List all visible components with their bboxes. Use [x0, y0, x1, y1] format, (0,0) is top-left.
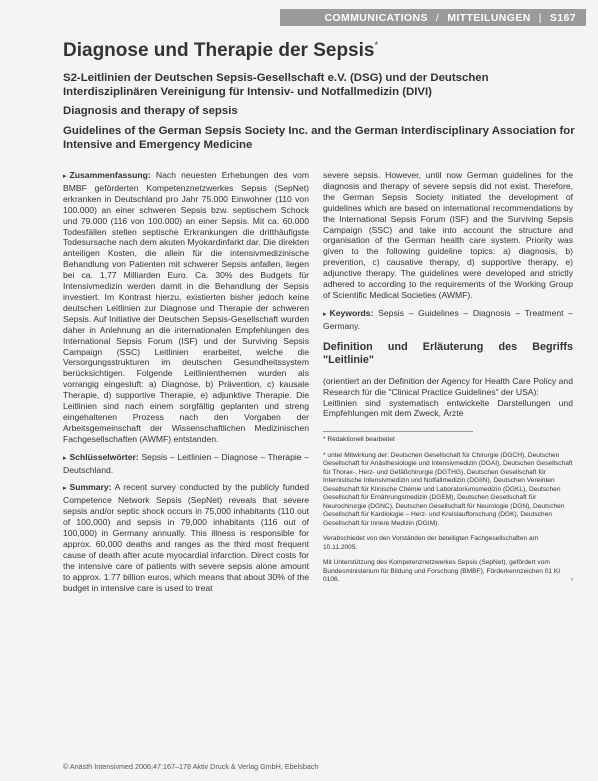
- footnote-1: * Redaktionell bearbeitet: [323, 436, 395, 444]
- header-section-de: MITTEILUNGEN: [447, 11, 531, 24]
- summary-continued: severe sepsis. However, until now German guidelines for the diagnosis and therapy of severe sepsis did not exist. Therefore, the German Sepsis Society initiated the development of guidelines which are based on international recommendations by the International Sepsis Forum (ISF) and the Surviving Sepsis Campaign (SSC) and take into account the structure and organisation of the German health care system. Priority was given to the following guideline topics: a) diagnosis, b) prevention, c) causative therapy, d) supportive therapy, e) adjunctive therapy. The guidelines were developed and strictly adhered to according to the requirements of the Working Group of Scientific Medical Societies (AWMF).: [323, 170, 573, 300]
- page-number: S167: [549, 11, 576, 24]
- header-section: COMMUNICATIONS: [324, 11, 428, 24]
- header-separator: /: [435, 11, 440, 24]
- keywords-paragraph: ▸ Keywords: Sepsis – Guidelines – Diagnosis – Treatment – Germany.: [323, 307, 573, 331]
- column-right: [323, 170, 573, 592]
- article-title-en: Diagnosis and therapy of sepsis: [63, 105, 238, 117]
- footnote-4: Mit Unterstützung des Kompetenznetzwerkes Sepsis (SepNet), gefördert vom Bundesministerium für Bildung und Forschung (BMBF), Förderkennzeichen 01 KI 0106. ›: [323, 559, 573, 584]
- article-title: Diagnose und Therapie der Sepsis*: [63, 40, 378, 61]
- running-header: COMMUNICATIONS / MITTEILUNGEN | S167: [280, 9, 586, 26]
- page-footer: © Anästh Intensivmed 2006;47:167–178 Aktiv Druck & Verlag GmbH, Ebelsbach: [63, 762, 319, 771]
- article-subtitle-en: Guidelines of the German Sepsis Society Inc. and the German Interdisciplinary Association for Intensive and Emergency Medicine: [63, 125, 575, 151]
- continue-arrow-icon: ›: [570, 576, 573, 584]
- section-heading: Definition und Erläuterung des Begriffs "Leitlinie": [323, 340, 573, 366]
- footnote-2: * unter Mitwirkung der: Deutschen Gesellschaft für Chirurgie (DGCH), Deutschen Gesellschaft für Anästhesiologie und Intensivmedizin (DGAI), Deutschen Gesellschaft für Thorax-, Herz- und Gefäßchirurgie (DGTHG), Deutschen Gesellschaft für Internistische Intensivmedizin und Notfallmedizin (DGIIN), Deutschen Vereinten Gesellschaft für Klinische Chemie und Laboratoriumsmedizin (DGKL), Deutschen Gesellschaft für Ernährungsmedizin (DGEM), Deutschen Gesellschaft für Neurochirurgie (DGNC), Deutschen Gesellschaft für Neurologie (DGN), Deutschen Gesellschaft für Kardiologie – Herz- und Kreislaufforschung (DGK), Deutschen Gesellschaft für Innere Medizin (DGIM).: [323, 451, 573, 527]
- schluesselwoerter-paragraph: ▸ Schlüsselwörter: Sepsis – Leitlinien – Diagnose – Therapie – Deutschland.: [63, 451, 309, 475]
- footnote-3: Verabschiedet von den Vorständen der beteiligten Fachgesellschaften am 10.11.2005.: [323, 535, 539, 551]
- summary-paragraph: ▸ Summary: A recent survey conducted by the publicly funded Competence Network Sepsis (SepNet) reveals that severe sepsis and/or septic shock occurs in 75,000 inhabitants (110 out of 100,000) and sepsis in 79,000 inhabitants (116 out of 100,000) in Germany annually. This illness is responsible for approx. 60,000 deaths and ranges as the third most frequent cause of death after acute myocardial infarction. Direct costs for the intensive care of patients with severe sepsis alone amount to approx. 1.77 billion euros, which means that about 30% of the budget in intensive care is used to treat: [63, 482, 309, 593]
- definition-text: Leitlinien sind systematisch entwickelte Darstellungen und Empfehlungen mit dem Zweck, Ärzte: [323, 397, 573, 419]
- zusammenfassung-paragraph: ▸ Zusammenfassung: Nach neuesten Erhebungen des vom BMBF geförderten Kompetenznetzwerkes Sepsis (SepNet) erkranken in Deutschland pro Jahr 75.000 Einwohner (110 von 100.000) an einer schweren Sepsis bzw. septischem Schock und 79.000 (116 von 100.000) an einer Sepsis. Mit ca. 60.000 Todesfällen stellen septische Erkrankungen die dritthäufigste Todesursache nach dem akuten Myokardinfarkt dar. Die direkten anteiligen Kosten, die allein für die intensivmedizinische Behandlung von Patienten mit schwerer Sepsis anfallen, liegen bei ca. 1,77 Milliarden Euro. Ca. 30% des Budgets für Intensivmedizin werden damit in die Behandlung der Sepsis investiert. Im Kontrast hierzu, existierten bisher jedoch keine deutschen Leitlinien zur Diagnose und Therapie der schweren Sepsis. Auf Initiative der Deutschen Sepsis-Gesellschaft wurden daher in Anlehnung an die internationalen Empfehlungen des International Sepsis Forum (ISF) und der Surviving Sepsis Campaign (SSC) Leitlinien erarbeitet, welche die Versorgungsstrukturen im deutschen Gesundheitssystem berücksichtigen. Folgende Leitlinienthemen wurden als vorrangig eingestuft: a) Diagnose, b) Prävention, c) kausale Therapie, d) supportive Therapie, e) adjunktive Therapie. Die Leitlinien sind nach einem sorgfältig geplanten und streng eingehaltenen Prozess nach den Vorgaben der Arbeitsgemeinschaft der Wissenschaftlichen Medizinischen Fachgesellschaften (AWMF) entstanden.: [63, 170, 309, 444]
- column-left: [63, 170, 309, 601]
- definition-intro: (orientiert an der Definition der Agency for Health Care Policy and Research für die "Clinical Practice Guidelines" der USA):: [323, 375, 573, 397]
- article-subtitle: S2-Leitlinien der Deutschen Sepsis-Gesellschaft e.V. (DSG) und der Deutschen Interdisziplinären Vereinigung für Intensiv- und Notfallmedizin (DIVI): [63, 72, 489, 98]
- title-footnote-marker: *: [374, 40, 378, 50]
